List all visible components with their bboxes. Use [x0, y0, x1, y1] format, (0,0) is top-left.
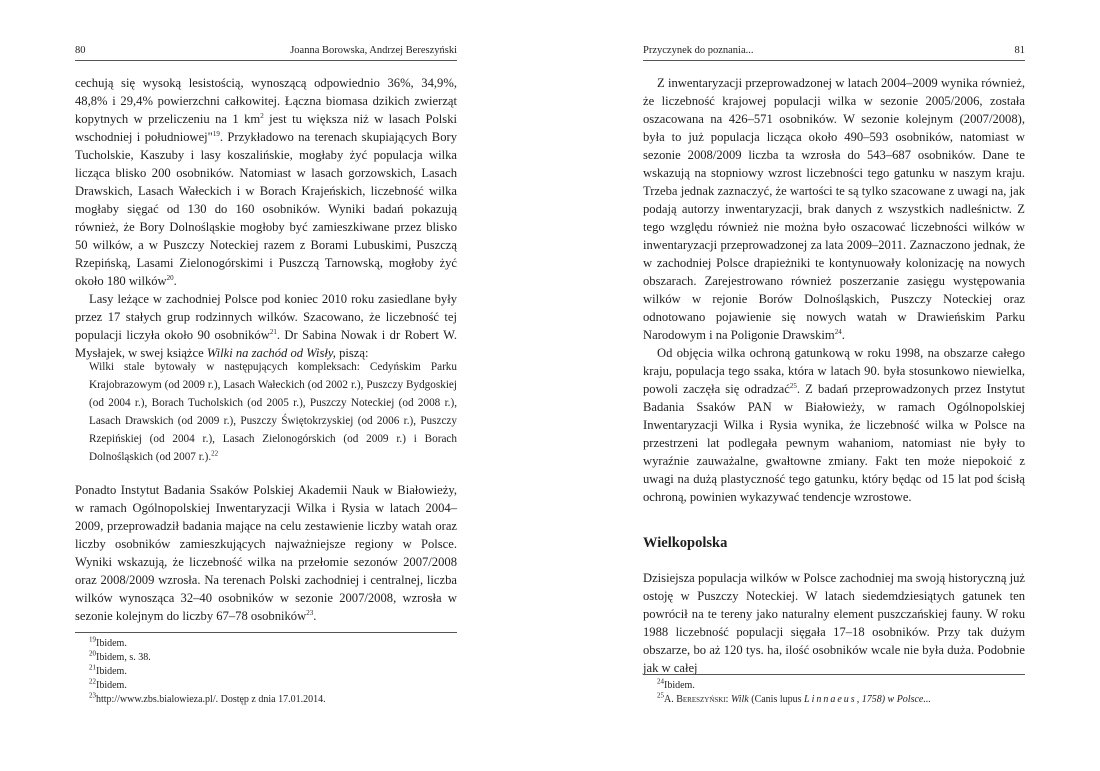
paragraph: Dzisiejsza populacja wilków w Polsce zachodniej ma swoją historyczną już ostoję w Puszczy Noteckiej. W latach siedemdziesiątych gatunek ten powrócił na te tereny jako naturalny element puszczańskiej fauny. W roku 1988 liczebność populacji sięgała 17–18 osobników. Przy tak dużym obszarze, bo aż 120 tys. ha, ilość osobników wcale nie była duża. Podobnie jak w całej [643, 571, 1025, 675]
footnote-ref[interactable]: 23 [306, 608, 314, 617]
text: cechują się wysoką lesistością, wynoszącą odpowiednio 36%, 34,9%, 48,8% i 29,4% powierzchni całkowitej. Łączna biomasa dzikich zwierząt kopytnych w przeliczeniu na 1 km [75, 76, 457, 126]
footnote: $^{22}$Ibidem. [89, 677, 127, 691]
text: . Przykładowo na terenach skupiających Bory Tucholskie, Kaszuby i lasy koszalińskie, mogłaby żyć populacja wilka licząca blisko 200 osobników. Natomiast w lasach gorzowskich, Lasach Drawskich, Lasach Wałeckich i w Borach Krajeńskich, liczebność wilka mogłaby sięgać od 130 do 160 osobników. Wyniki badań pokazują również, że Bory Dolnośląskie mogłoby być zamieszkiwane przez blisko 50 wilków, a w Puszczy Noteckiej razem z Borami Lubuskimi, Puszczą Rzepińską, Lasami Zielonogórskimi i Puszczą Tarnowską, mogłoby żyć około 180 wilków [75, 130, 457, 288]
text: . [313, 609, 317, 623]
paragraph [643, 344, 1025, 506]
running-title: Joanna Borowska, Andrzej Bereszyński [290, 45, 457, 56]
footnote: $^{19}$Ibidem. [89, 635, 127, 649]
page-number: 80 [75, 45, 86, 56]
text: piszą: [335, 346, 369, 360]
running-head [75, 44, 457, 58]
quote-text: Wilki stale bytowały w następujących kompleksach: Cedyńskim Parku Krajobrazowym (od 2009 r.), Lasach Wałeckich (od 2002 r.), Puszczy Bydgoskiej (od 2004 r.), Borach Tucholskich (od 2005 r.), Puszczy Noteckiej (od 2008 r.), Lasach Drawskich (od 2009 r.), Puszczy Świętokrzyskiej (od 2006 r.), Puszczy Rzepińskiej (od 2004 r.), Lasach Zielonogórskich (od 2009 r.) i Borach Dolnośląskich (od 2007 r.). [89, 361, 457, 463]
section-heading: Wielkopolska [643, 535, 728, 551]
text: jest tu większa niż w lasach Polski wschodniej i południowej" [75, 112, 458, 144]
body-text [643, 74, 1025, 506]
text: . Dr Sabina Nowak i dr Robert W. Mysłajek, w swej książce [75, 328, 458, 360]
body-text [75, 481, 457, 625]
running-head [643, 44, 1025, 58]
footnote-link[interactable]: http://www.zbs.bialowieza.pl/. Dostęp z dnia 17.01.2014. [96, 694, 326, 705]
text: . [173, 274, 177, 288]
header-rule [75, 60, 457, 61]
paragraph [643, 74, 1025, 344]
footnote-rule [643, 674, 1025, 675]
footnote-rule [75, 632, 457, 633]
text: . Z badań przeprowadzonych przez Instytut Badania Ssaków PAN w Białowieży, w ramach Ogólnopolskiej Inwentaryzacji Wilka i Rysia wynika, że liczebność wilka w Polsce na przestrzeni lat podlegała pewnym wahaniom, natomiast nie były to wyraźnie zauważalne, gwałtowne zmiany. Fakt ten może niepokoić z uwagi na dużą plastyczność tego gatunku, który będąc od 15 lat pod ścisłą ochroną, powinien wykazywać tendencje wzrostowe. [643, 382, 1025, 504]
running-title: Przyczynek do poznania... [643, 45, 754, 56]
right-page [643, 0, 1025, 771]
footnote: $^{25}$A. Bereszyński: Wilk (Canis lupus Linnaeus, 1758) w Polsce... [657, 691, 931, 705]
text: Lasy leżące w zachodniej Polsce pod koniec 2010 roku zasiedlane były przez 17 stałych grup rodzinnych wilków. Szacowano, że liczebność tej populacji liczyła około 90 osobników [75, 292, 457, 342]
header-rule [643, 60, 1025, 61]
footnotes [89, 637, 457, 707]
footnote-ref[interactable]: 24 [834, 327, 842, 336]
book-title: Wilki na zachód od Wisły, [206, 346, 336, 360]
footnote: $^{23}$http://www.zbs.bialowieza.pl/. Dostęp z dnia 17.01.2014. [89, 691, 326, 705]
footnote-ref[interactable]: 19 [212, 129, 220, 138]
text: Od objęcia wilka ochroną gatunkową w roku 1998, na obszarze całego kraju, populacja tego ssaka, która w latach 90. była stosunkowo niewielka, powoli zaczęła się odradzać [643, 346, 1025, 396]
footnote-ref[interactable]: 20 [166, 273, 174, 282]
footnote: $^{24}$Ibidem. [657, 677, 695, 691]
text: Z inwentaryzacji przeprowadzonej w latach 2004–2009 wynika również, że liczebność krajowej populacji wilka w sezonie 2005/2006, została oszacowana na 426–571 osobników. W sezonie kolejnym (2007/2008), była to już populacja licząca około 490–593 osobników, natomiast w sezonie 2008/2009 liczba ta wzrosła do 543–687 osobników. Dane te wskazują na stopniowy wzrost liczebności tego gatunku w naszym kraju. Trzeba jednak zaznaczyć, że wartości te są tylko szacowane z uwagi na, jak podają autorzy inwentaryzacji, brak danych z wszystkich nadleśnictw. Z tego względu również nie można było oszacować liczebności wilków w inwentaryzacji przeprowadzonej za lata 2009–2011. Zaznaczono jednak, że w zachodniej Polsce drapieżniki te kontynuowały kolonizację na nowych obszarach. Zarejestrowano również poszerzanie zasięgu występowania wilków w rejonie Borów Dolnośląskich, Puszczy Noteckiej oraz odnotowano pojawienie się nowych watah w Drawieńskim Parku Narodowym i na Poligonie Drawskim [643, 76, 1025, 342]
footnote-ref[interactable]: 25 [789, 381, 797, 390]
left-page [75, 0, 457, 771]
body-text [643, 569, 1025, 677]
paragraph [75, 481, 457, 625]
body-text [75, 74, 457, 362]
footnote-ref[interactable]: 21 [269, 327, 277, 336]
text: Ponadto Instytut Badania Ssaków Polskiej Akademii Nauk w Białowieży, w ramach Ogólnopolskiej Inwentaryzacji Wilka i Rysia w latach 2004–2009, przeprowadził badania mające na celu zestawienie liczby watah oraz liczby osobników zamieszkujących najważniejsze regiony w Polsce. Wyniki wskazują, że liczebność wilka na przełomie sezonów 2007/2008 oraz 2008/2009 wzrosła. Na terenach Polski zachodniej i centralnej, liczba wilków wynosząca 32–40 osobników w sezonie 2007/2008, wzrosła w sezonie kolejnym do liczby 67–78 osobników [75, 483, 457, 623]
paragraph [75, 290, 457, 362]
footnote-ref[interactable]: 22 [211, 449, 219, 458]
superscript: 2 [260, 111, 264, 120]
text: . [841, 328, 845, 342]
footnote: $^{21}$Ibidem. [89, 663, 127, 677]
block-quote [89, 358, 457, 466]
page-number: 81 [1014, 45, 1025, 56]
footnote: $^{20}$Ibidem, s. 38. [89, 649, 151, 663]
footnotes [657, 679, 1025, 707]
paragraph [75, 74, 457, 290]
